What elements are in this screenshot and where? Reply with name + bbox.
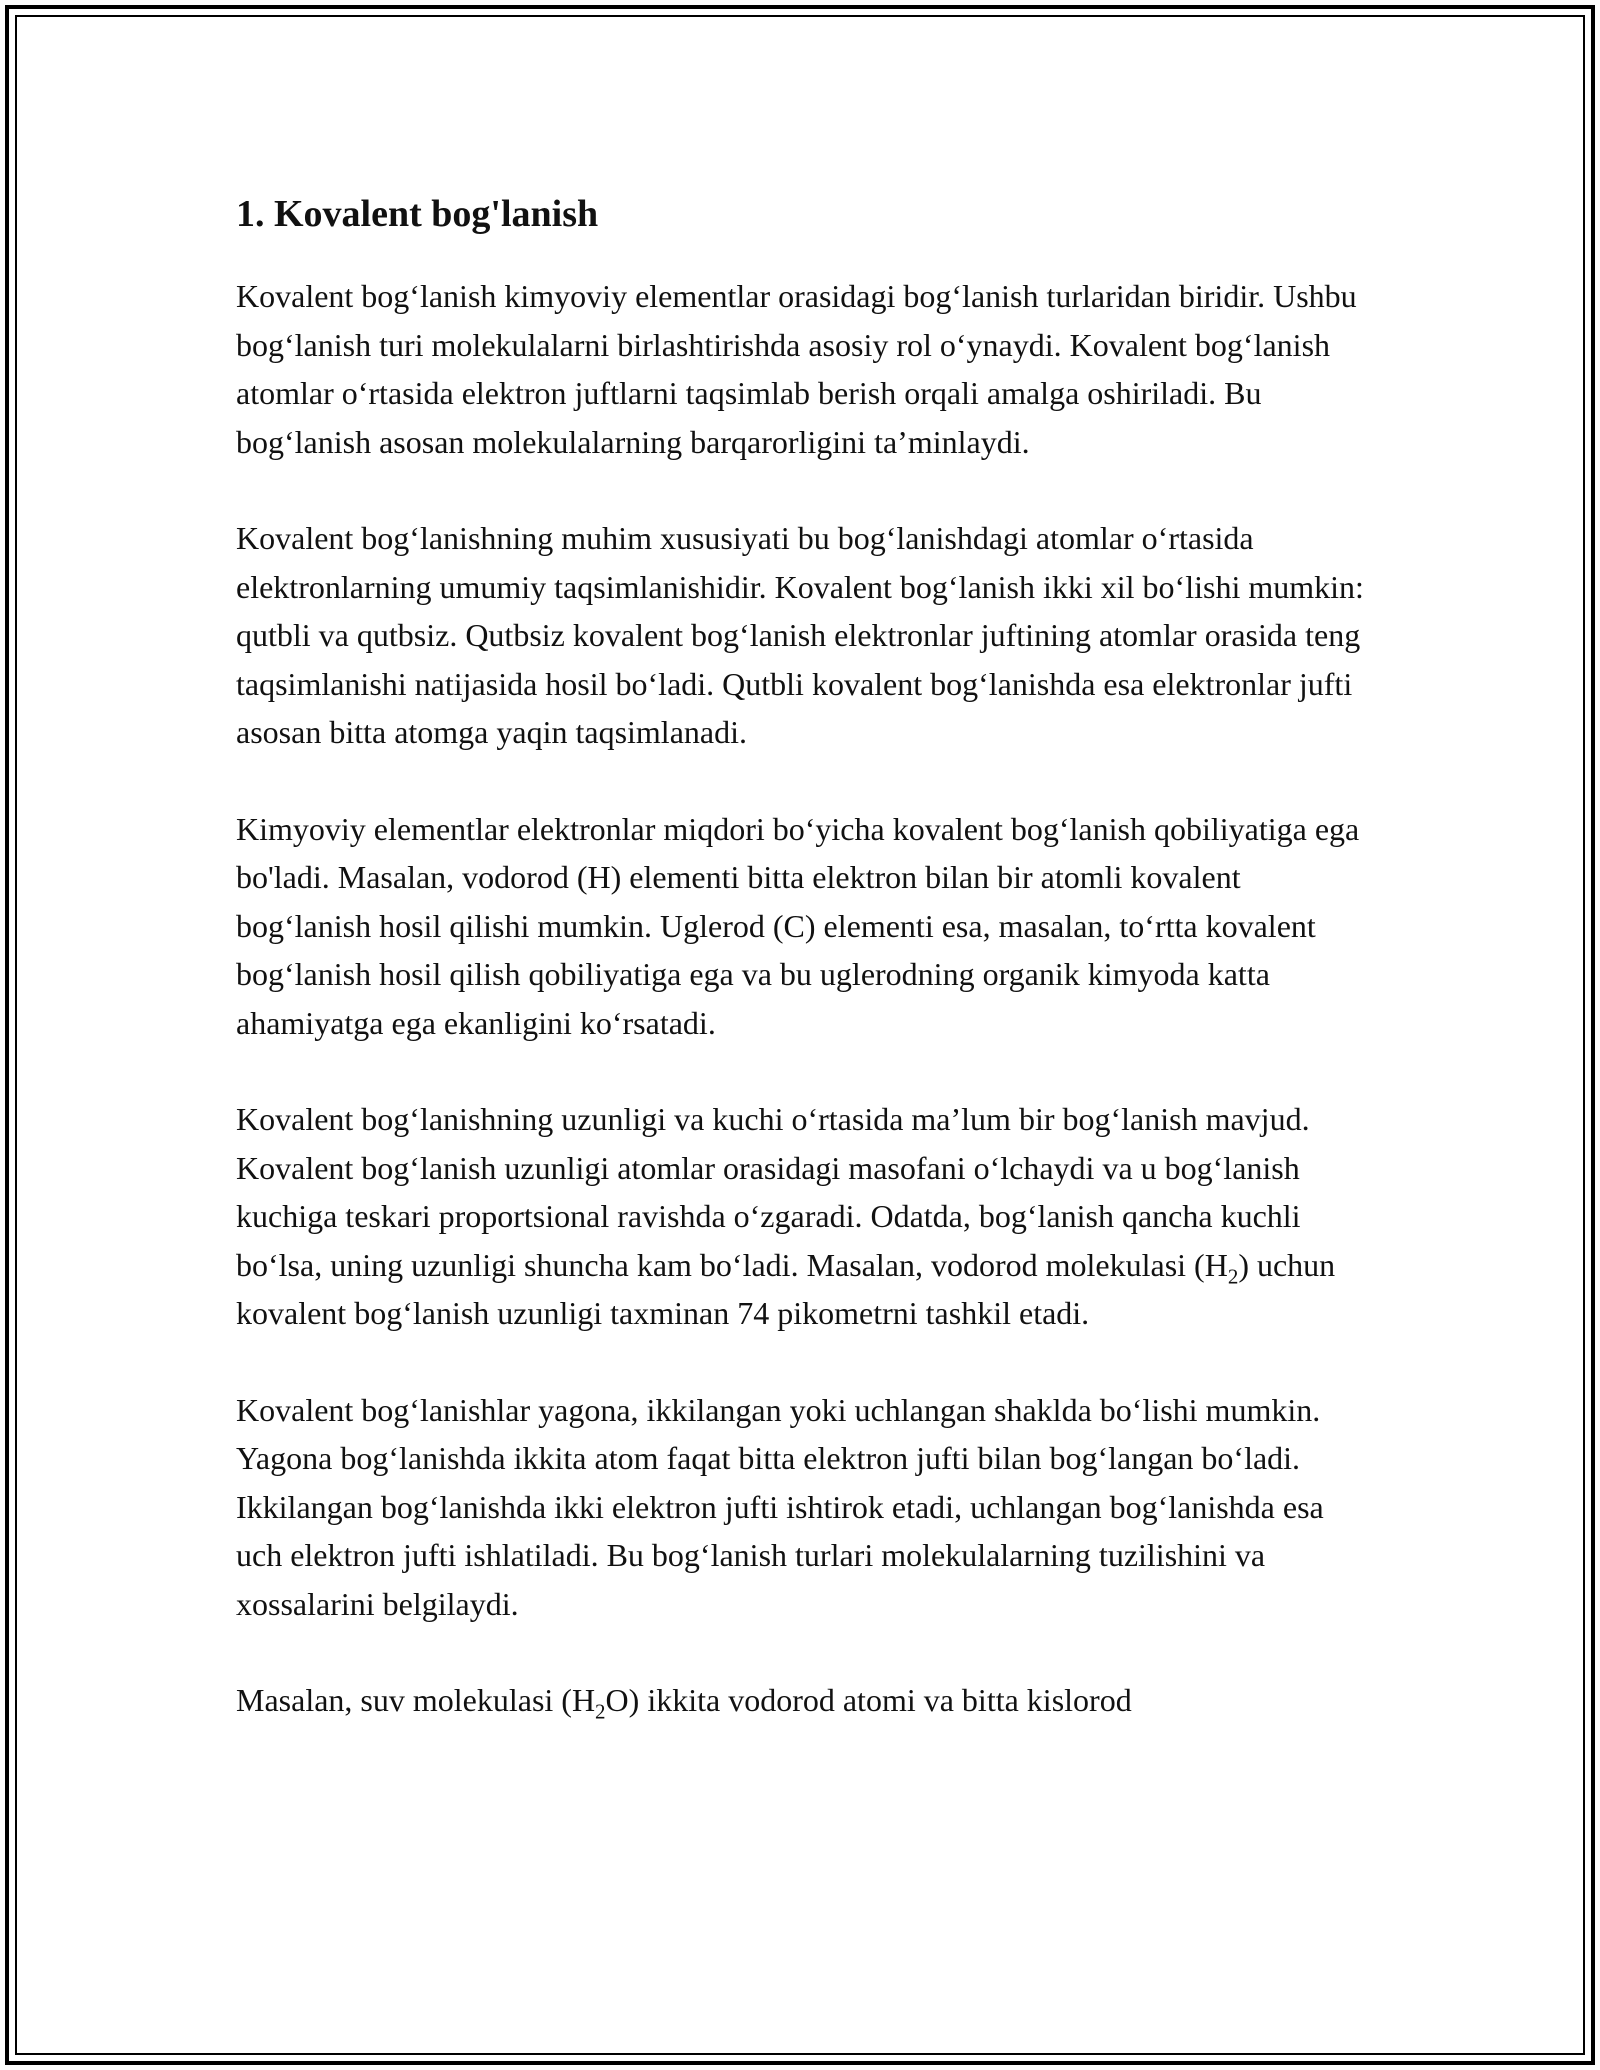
paragraph-3: Kimyoviy elementlar elektronlar miqdori bo‘yicha kovalent bog‘lanish qobiliyatiga ega bo'ladi. Masalan, vodorod (H) elementi bitta elektron bilan bir atomli kovalent bog‘lanish hosil qilishi mumkin. Uglerod (C) elementi esa, masalan, to‘rtta kovalent bog‘lanish hosil qilish qobiliyatiga ega va bu uglerodning organik kimyoda katta ahamiyatga ega ekanligini ko‘rsatadi. — [236, 810, 1360, 1041]
paragraph-1: Kovalent bog‘lanish kimyoviy elementlar orasidagi bog‘lanish turlaridan biridir. Ushbu bog‘lanish turi molekulalarni birlashtirishda asosiy rol o‘ynaydi. Kovalent bog‘lanish atomlar o‘rtasida elektron juftlarni taqsimlab berish orqali amalga oshiriladi. Bu bog‘lanish asosan molekulalarning barqarorligini ta’minlaydi. — [236, 278, 1357, 460]
paragraph-5: Kovalent bog‘lanishlar yagona, ikkilangan yoki uchlangan shaklda bo‘lishi mumkin. Yagona bog‘lanishda ikkita atom faqat bitta elektron jufti bilan bog‘langan bo‘ladi. Ikkilangan bog‘lanishda ikki elektron jufti ishtirok etadi, uchlangan bog‘lanishda esa uch elektron jufti ishlatiladi. Bu bog‘lanish turlari molekulalarning tuzilishini va xossalarini belgilaydi. — [236, 1391, 1324, 1622]
subscript-2: 2 — [595, 1699, 606, 1724]
paragraph-6-text-start: Masalan, suv molekulasi (H — [236, 1682, 596, 1718]
document-body — [236, 186, 1376, 1773]
paragraph-6 — [236, 1676, 1376, 1725]
paragraph-4-text-end: ) uchun kovalent bog‘lanish uzunligi taxminan 74 pikometrni tashkil etadi. — [236, 1246, 1336, 1331]
section-heading: 1. Kovalent bog'lanish — [236, 193, 599, 235]
paragraph-6-text-end: O) ikkita vodorod atomi va bitta kislorod — [605, 1682, 1132, 1718]
paragraph-4 — [236, 1095, 1376, 1338]
paragraph-2: Kovalent bog‘lanishning muhim xususiyati bu bog‘lanishdagi atomlar o‘rtasida elektronlarning umumiy taqsimlanishidir. Kovalent bog‘lanish ikki xil bo‘lishi mumkin: qutbli va qutbsiz. Qutbsiz kovalent bog‘lanish elektronlar juftining atomlar orasida teng taqsimlanishi natijasida hosil bo‘ladi. Qutbli kovalent bog‘lanishda esa elektronlar jufti asosan bitta atomga yaqin taqsimlanadi. — [236, 520, 1364, 750]
subscript-2: 2 — [1227, 1263, 1239, 1288]
paragraph-4-text-start: Kovalent bog‘lanishning uzunligi va kuchi o‘rtasida ma’lum bir bog‘lanish mavjud. Kovalent bog‘lanish uzunligi atomlar orasidagi masofani o‘lchaydi va u bog‘lanish kuchiga teskari proportsional ravishda o‘zgaradi. Odatda, bog‘lanish qancha kuchli bo‘lsa, uning uzunligi shuncha kam bo‘ladi. Masalan, vodorod molekulasi (H — [236, 1101, 1310, 1283]
